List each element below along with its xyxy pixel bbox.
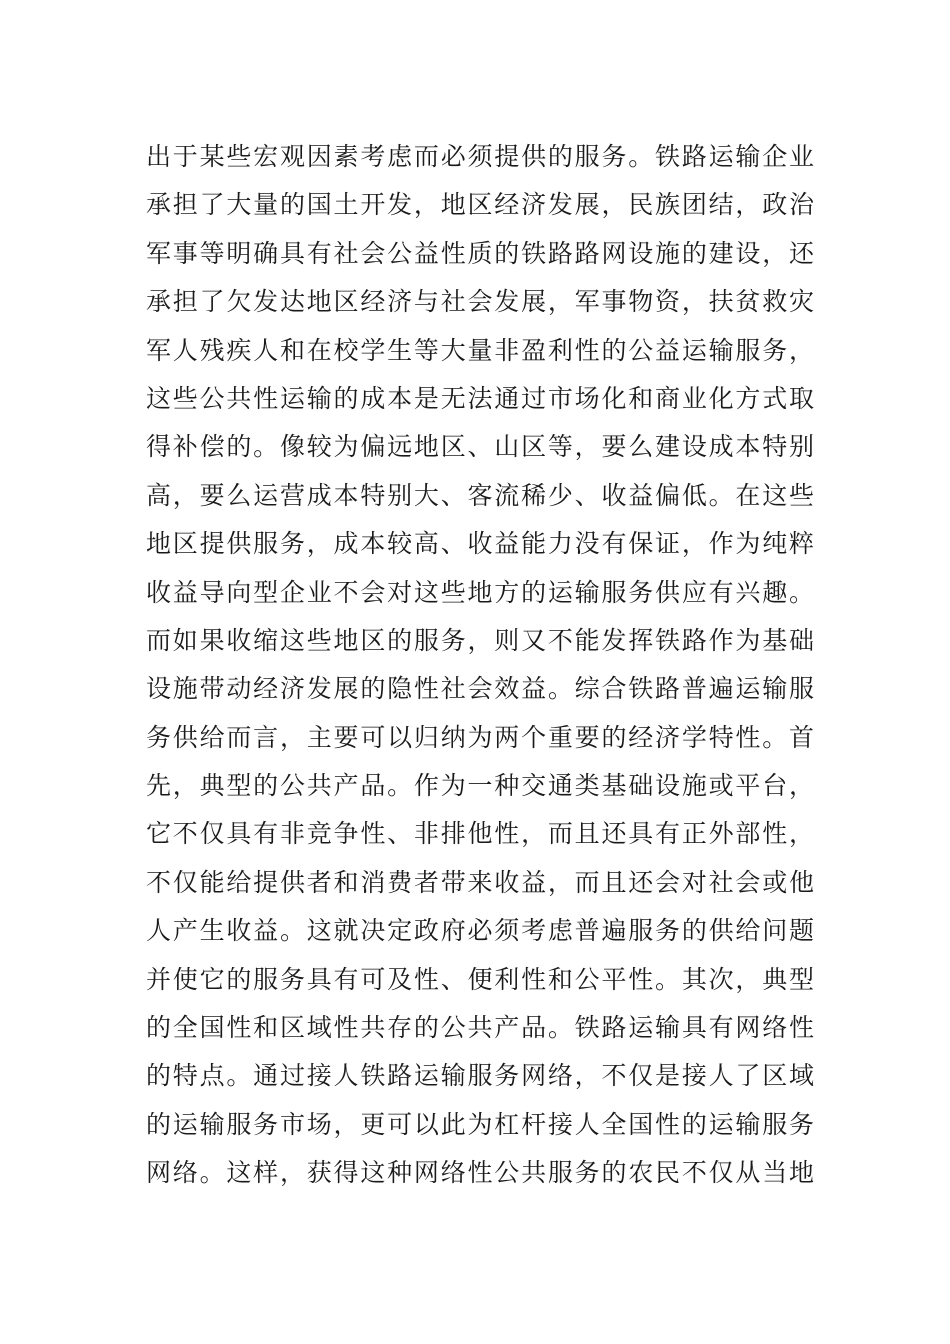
- text-line: 出于某些宏观因素考虑而必须提供的服务。铁路运输企业: [146, 142, 814, 171]
- text-line: 不仅能给提供者和消费者带来收益，而且还会对社会或他: [146, 867, 814, 897]
- text-line: 网络。这样，获得这种网络性公共服务的农民不仅从当地: [146, 1158, 814, 1188]
- text-line: 军事等明确具有社会公益性质的铁路路网设施的建设，还: [146, 238, 814, 268]
- text-line: 收益导向型企业不会对这些地方的运输服务供应有兴趣。: [146, 577, 814, 607]
- text-line: 务供给而言，主要可以归纳为两个重要的经济学特性。首: [146, 722, 814, 752]
- text-line: 地区提供服务，成本较高、收益能力没有保证，作为纯粹: [146, 529, 814, 559]
- text-line: 的特点。通过接人铁路运输服务网络，不仅是接人了区域: [146, 1061, 814, 1091]
- text-line: 人产生收益。这就决定政府必须考虑普遍服务的供给问题: [146, 916, 814, 946]
- text-line: 并使它的服务具有可及性、便利性和公平性。其次，典型: [146, 964, 814, 994]
- text-line: 军人残疾人和在校学生等大量非盈利性的公益运输服务，: [146, 335, 814, 365]
- text-line: 承担了大量的国土开发，地区经济发展，民族团结，政治: [146, 190, 814, 220]
- text-line: 高，要么运营成本特别大、客流稀少、收益偏低。在这些: [146, 480, 814, 510]
- text-line: 而如果收缩这些地区的服务，则又不能发挥铁路作为基础: [146, 625, 814, 655]
- text-line: 的运输服务市场，更可以此为杠杆接人全国性的运输服务: [146, 1109, 814, 1139]
- text-line: 它不仅具有非竞争性、非排他性，而且还具有正外部性，: [146, 819, 814, 849]
- text-line: 这些公共性运输的成本是无法通过市场化和商业化方式取: [146, 383, 814, 413]
- body-paragraph: [146, 133, 814, 1198]
- text-line: 得补偿的。像较为偏远地区、山区等，要么建设成本特别: [146, 432, 814, 462]
- text-line: 承担了欠发达地区经济与社会发展，军事物资，扶贫救灾: [146, 287, 814, 317]
- text-line: 设施带动经济发展的隐性社会效益。综合铁路普遍运输服: [146, 674, 814, 704]
- text-line: 的全国性和区域性共存的公共产品。铁路运输具有网络性: [146, 1013, 814, 1043]
- text-line: 先，典型的公共产品。作为一种交通类基础设施或平台，: [146, 771, 814, 801]
